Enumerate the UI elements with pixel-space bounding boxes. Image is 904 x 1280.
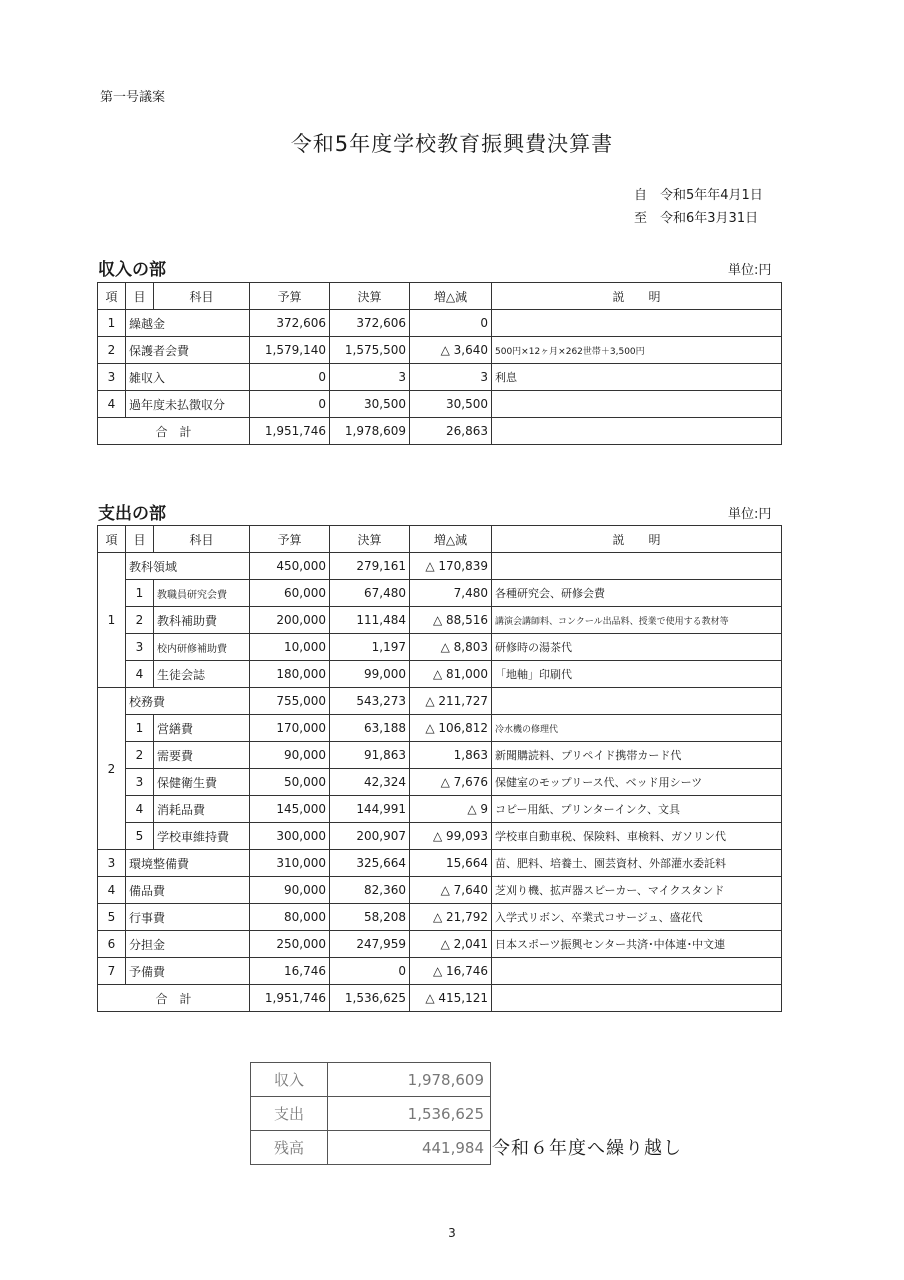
row-budget: 0 (250, 364, 330, 391)
row-diff: △ 3,640 (410, 337, 492, 364)
row-desc: 利息 (492, 364, 782, 391)
group-number: 3 (98, 850, 126, 877)
sub-budget: 300,000 (250, 823, 330, 850)
sub-diff: △ 106,812 (410, 715, 492, 742)
col-header-sub: 目 (126, 526, 154, 553)
col-header-actual: 決算 (330, 526, 410, 553)
row-desc (492, 391, 782, 418)
sub-subject: 学校車維持費 (154, 823, 250, 850)
group-actual: 247,959 (330, 931, 410, 958)
group-row (98, 877, 782, 904)
group-budget: 310,000 (250, 850, 330, 877)
sub-subject: 保健衛生費 (154, 769, 250, 796)
sub-diff: △ 81,000 (410, 661, 492, 688)
sub-actual: 200,907 (330, 823, 410, 850)
group-diff: △ 211,727 (410, 688, 492, 715)
group-number: 7 (98, 958, 126, 985)
group-subject: 分担金 (126, 931, 250, 958)
col-header-diff: 増△減 (410, 526, 492, 553)
sub-subject: 消耗品費 (154, 796, 250, 823)
sub-diff: △ 7,676 (410, 769, 492, 796)
table-row (98, 607, 782, 634)
row-budget: 1,579,140 (250, 337, 330, 364)
total-desc (492, 985, 782, 1012)
sub-actual: 1,197 (330, 634, 410, 661)
sub-subject: 需要費 (154, 742, 250, 769)
sub-budget: 10,000 (250, 634, 330, 661)
group-number: 6 (98, 931, 126, 958)
income-heading: 収入の部 (98, 260, 166, 280)
col-header-sub: 目 (126, 283, 154, 310)
summary-value: 1,978,609 (328, 1063, 491, 1097)
group-budget: 250,000 (250, 931, 330, 958)
sub-actual: 144,991 (330, 796, 410, 823)
group-diff: △ 7,640 (410, 877, 492, 904)
total-diff: 26,863 (410, 418, 492, 445)
page-number: 3 (448, 1226, 456, 1240)
group-actual: 543,273 (330, 688, 410, 715)
group-subject: 校務費 (126, 688, 250, 715)
col-header-subject: 科目 (154, 526, 250, 553)
total-label: 合 計 (98, 985, 250, 1012)
row-subject: 保護者会費 (126, 337, 250, 364)
table-row (98, 634, 782, 661)
sub-budget: 180,000 (250, 661, 330, 688)
table-row (98, 742, 782, 769)
sub-budget: 170,000 (250, 715, 330, 742)
total-actual: 1,536,625 (330, 985, 410, 1012)
sub-diff: △ 99,093 (410, 823, 492, 850)
sub-budget: 200,000 (250, 607, 330, 634)
group-number: 2 (98, 688, 126, 850)
sub-actual: 42,324 (330, 769, 410, 796)
total-row (98, 985, 782, 1012)
group-budget: 755,000 (250, 688, 330, 715)
col-header-desc: 説 明 (492, 526, 782, 553)
group-desc (492, 958, 782, 985)
row-subject: 雑収入 (126, 364, 250, 391)
income-table (97, 282, 782, 445)
table-row (98, 337, 782, 364)
group-actual: 82,360 (330, 877, 410, 904)
group-desc: 芝刈り機、拡声器スピーカー、マイクスタンド (492, 877, 782, 904)
total-label: 合 計 (98, 418, 250, 445)
group-actual: 0 (330, 958, 410, 985)
group-subject: 予備費 (126, 958, 250, 985)
sub-budget: 145,000 (250, 796, 330, 823)
sub-number: 4 (126, 796, 154, 823)
sub-subject: 校内研修補助費 (154, 634, 250, 661)
group-subject: 環境整備費 (126, 850, 250, 877)
sub-subject: 教職員研究会費 (154, 580, 250, 607)
group-desc: 入学式リボン、卒業式コサージュ、盛花代 (492, 904, 782, 931)
sub-actual: 99,000 (330, 661, 410, 688)
row-actual: 30,500 (330, 391, 410, 418)
row-subject: 繰越金 (126, 310, 250, 337)
row-desc (492, 310, 782, 337)
group-diff: △ 170,839 (410, 553, 492, 580)
table-row (98, 580, 782, 607)
group-actual: 58,208 (330, 904, 410, 931)
sub-subject: 営繕費 (154, 715, 250, 742)
col-header-diff: 増△減 (410, 283, 492, 310)
sub-desc: 保健室のモップリース代、ベッド用シーツ (492, 769, 782, 796)
row-budget: 372,606 (250, 310, 330, 337)
summary-value: 1,536,625 (328, 1097, 491, 1131)
group-actual: 279,161 (330, 553, 410, 580)
row-diff: 3 (410, 364, 492, 391)
group-diff: △ 2,041 (410, 931, 492, 958)
group-subject: 教科領域 (126, 553, 250, 580)
group-row (98, 958, 782, 985)
row-subject: 過年度未払徴収分 (126, 391, 250, 418)
sub-budget: 90,000 (250, 742, 330, 769)
period-from: 自 令和5年年4月1日 (634, 188, 763, 203)
expense-table (97, 525, 782, 1012)
row-actual: 3 (330, 364, 410, 391)
sub-desc: 講演会講師料、コンクール出品料、授業で使用する教材等 (492, 607, 782, 634)
sub-actual: 91,863 (330, 742, 410, 769)
expense-heading: 支出の部 (98, 504, 166, 524)
agenda-label: 第一号議案 (100, 90, 166, 105)
sub-desc: 新聞購読料、プリペイド携帯カード代 (492, 742, 782, 769)
group-number: 5 (98, 904, 126, 931)
sub-actual: 111,484 (330, 607, 410, 634)
group-diff: △ 21,792 (410, 904, 492, 931)
income-header-row (98, 283, 782, 310)
row-number: 2 (98, 337, 126, 364)
sub-number: 2 (126, 742, 154, 769)
sub-number: 2 (126, 607, 154, 634)
row-diff: 0 (410, 310, 492, 337)
sub-desc: 各種研究会、研修会費 (492, 580, 782, 607)
expense-header-row (98, 526, 782, 553)
row-number: 1 (98, 310, 126, 337)
sub-number: 1 (126, 715, 154, 742)
group-diff: 15,664 (410, 850, 492, 877)
sub-number: 5 (126, 823, 154, 850)
total-actual: 1,978,609 (330, 418, 410, 445)
sub-budget: 60,000 (250, 580, 330, 607)
col-header-budget: 予算 (250, 526, 330, 553)
group-budget: 450,000 (250, 553, 330, 580)
sub-subject: 生徒会誌 (154, 661, 250, 688)
col-header-item: 項 (98, 283, 126, 310)
group-budget: 90,000 (250, 877, 330, 904)
summary-label: 収入 (251, 1063, 328, 1097)
col-header-desc: 説 明 (492, 283, 782, 310)
table-row (98, 364, 782, 391)
period-to: 至 令和6年3月31日 (634, 211, 759, 226)
summary-row-expense (251, 1097, 491, 1131)
table-row (98, 661, 782, 688)
summary-value: 441,984 (328, 1131, 491, 1165)
sub-desc: 学校車自動車税、保険料、車検料、ガソリン代 (492, 823, 782, 850)
group-row (98, 553, 782, 580)
group-row (98, 688, 782, 715)
group-subject: 備品費 (126, 877, 250, 904)
total-budget: 1,951,746 (250, 985, 330, 1012)
sub-number: 3 (126, 634, 154, 661)
sub-desc: コピー用紙、プリンターインク、文具 (492, 796, 782, 823)
row-number: 4 (98, 391, 126, 418)
sub-actual: 67,480 (330, 580, 410, 607)
income-unit: 単位:円 (728, 263, 772, 278)
group-desc (492, 688, 782, 715)
sub-diff: 7,480 (410, 580, 492, 607)
table-row (98, 769, 782, 796)
sub-budget: 50,000 (250, 769, 330, 796)
total-diff: △ 415,121 (410, 985, 492, 1012)
summary-row-income (251, 1063, 491, 1097)
group-row (98, 931, 782, 958)
row-diff: 30,500 (410, 391, 492, 418)
col-header-actual: 決算 (330, 283, 410, 310)
summary-label: 残高 (251, 1131, 328, 1165)
sub-diff: △ 9 (410, 796, 492, 823)
sub-diff: 1,863 (410, 742, 492, 769)
row-desc: 500円×12ヶ月×262世帯＋3,500円 (492, 337, 782, 364)
col-header-budget: 予算 (250, 283, 330, 310)
total-desc (492, 418, 782, 445)
group-row (98, 850, 782, 877)
sub-number: 1 (126, 580, 154, 607)
group-number: 4 (98, 877, 126, 904)
group-diff: △ 16,746 (410, 958, 492, 985)
row-number: 3 (98, 364, 126, 391)
sub-number: 3 (126, 769, 154, 796)
summary-row-balance (251, 1131, 491, 1165)
sub-subject: 教科補助費 (154, 607, 250, 634)
table-row (98, 796, 782, 823)
summary-table (250, 1062, 491, 1165)
table-row (98, 823, 782, 850)
table-row (98, 310, 782, 337)
page-title: 令和5年度学校教育振興費決算書 (290, 132, 614, 156)
table-row (98, 391, 782, 418)
group-actual: 325,664 (330, 850, 410, 877)
carryover-note: 令和６年度へ繰り越し (492, 1138, 682, 1159)
row-actual: 372,606 (330, 310, 410, 337)
col-header-subject: 科目 (154, 283, 250, 310)
summary-label: 支出 (251, 1097, 328, 1131)
sub-desc: 冷水機の修理代 (492, 715, 782, 742)
group-budget: 16,746 (250, 958, 330, 985)
sub-diff: △ 8,803 (410, 634, 492, 661)
group-budget: 80,000 (250, 904, 330, 931)
total-row (98, 418, 782, 445)
sub-diff: △ 88,516 (410, 607, 492, 634)
sub-desc: 「地軸」印刷代 (492, 661, 782, 688)
sub-actual: 63,188 (330, 715, 410, 742)
table-row (98, 715, 782, 742)
group-row (98, 904, 782, 931)
group-subject: 行事費 (126, 904, 250, 931)
expense-unit: 単位:円 (728, 507, 772, 522)
row-budget: 0 (250, 391, 330, 418)
sub-number: 4 (126, 661, 154, 688)
row-actual: 1,575,500 (330, 337, 410, 364)
col-header-item: 項 (98, 526, 126, 553)
group-number: 1 (98, 553, 126, 688)
total-budget: 1,951,746 (250, 418, 330, 445)
sub-desc: 研修時の湯茶代 (492, 634, 782, 661)
group-desc (492, 553, 782, 580)
group-desc: 苗、肥料、培養土、園芸資材、外部灌水委託料 (492, 850, 782, 877)
group-desc: 日本スポーツ振興センター共済･中体連･中文連 (492, 931, 782, 958)
